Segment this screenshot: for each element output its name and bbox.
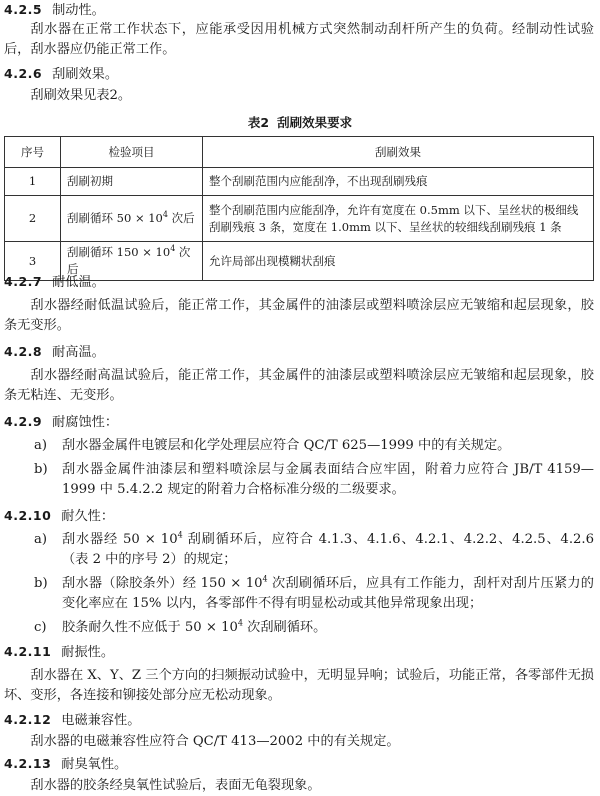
cell-effect: 整个刮刷范围内应能刮净，不出现刮刷残痕 [203, 168, 594, 196]
list-text-start: 刮水器（除胶条外）经 150 × 10 [62, 576, 263, 591]
cell-item: 刮刷初期 [61, 168, 203, 196]
list-label: c) [34, 620, 47, 635]
cell-item-text: 刮刷循环 150 × 10 [67, 245, 171, 259]
header-effect: 刮刷效果 [203, 137, 594, 168]
section-number: 4.2.10 [4, 508, 52, 523]
exponent: 4 [170, 244, 176, 254]
cell-item [61, 196, 203, 242]
section-heading-4-2-5 [4, 0, 105, 21]
list-label: a) [34, 438, 48, 453]
cell-item-text: 刮刷循环 50 × 10 [67, 211, 163, 225]
cell-no: 2 [5, 196, 61, 242]
exponent: 4 [262, 574, 268, 584]
section-title: 耐久性： [61, 509, 115, 524]
section-number: 4.2.13 [4, 756, 52, 771]
section-heading-4-2-7 [4, 272, 105, 293]
section-heading-4-2-8 [4, 342, 105, 363]
cell-item-suffix: 次后 [67, 245, 191, 276]
table-caption [0, 113, 600, 133]
section-title: 耐振性。 [61, 645, 115, 660]
list-item-b [4, 574, 594, 614]
list-text-end: 次刮刷循环后，应具有工作能力，刮杆对刮片压紧力的变化率应在 15% 以内，各零部件不得有明显松动或其他异常现象出现； [62, 576, 594, 611]
table-row [5, 196, 594, 242]
section-title: 制动性。 [52, 3, 105, 18]
section-title: 耐臭氧性。 [61, 757, 128, 772]
exponent: 4 [162, 210, 168, 220]
list-text-start: 刮水器经 50 × 10 [62, 532, 178, 547]
section-number: 4.2.9 [4, 414, 43, 429]
table-caption-title: 刮刷效果要求 [277, 115, 353, 130]
paragraph-vibration: 刮水器在 X、Y、Z 三个方向的扫频振动试验中，无明显异响；试验后，功能正常，各零部件无损坏、变形，各连接和铆接处部分应无松动现象。 [4, 668, 594, 703]
paragraph-ozone: 刮水器的胶条经臭氧性试验后，表面无龟裂现象。 [30, 778, 321, 793]
paragraph-high-temperature: 刮水器经耐高温试验后，能正常工作，其金属件的油漆层或塑料喷涂层应无皱缩和起层现象，胶条无粘连、无变形。 [4, 368, 594, 403]
paragraph-emc: 刮水器的电磁兼容性应符合 QC/T 413—2002 中的有关规定。 [30, 734, 400, 749]
section-number: 4.2.11 [4, 644, 52, 659]
section-heading-4-2-13 [4, 754, 127, 775]
cell-effect: 允许局部出现模糊状刮痕 [203, 242, 594, 281]
wiping-effect-table [4, 136, 594, 281]
list-text-end: 刮刷循环后，应符合 4.1.3、4.1.6、4.2.1、4.2.2、4.2.5、4.2.6（表 2 中的序号 2）的规定； [62, 532, 594, 567]
list-text: 刮水器金属件电镀层和化学处理层应符合 QC/T 625—1999 中的有关规定。 [62, 438, 511, 453]
list-item-a [4, 436, 594, 456]
header-item: 检验项目 [61, 137, 203, 168]
exponent: 4 [237, 618, 243, 628]
cell-no: 1 [5, 168, 61, 196]
list-text [62, 618, 594, 638]
section-heading-4-2-9 [4, 412, 118, 433]
cell-effect: 整个刮刷范围内应能刮净，允许有宽度在 0.5mm 以下、呈丝状的极细线刮刷残痕 3 条，宽度在 1.0mm 以下、呈丝状的较细线刮刷残痕 1 条 [203, 196, 594, 242]
table-caption-number: 表2 [247, 115, 270, 130]
section-title: 电磁兼容性。 [61, 713, 141, 728]
list-item-c [4, 618, 594, 638]
paragraph-wiping-effect: 刮刷效果见表2。 [30, 88, 132, 103]
cell-item-suffix: 次后 [167, 211, 195, 225]
section-heading-4-2-6 [4, 64, 118, 85]
paragraph-braking: 刮水器在正常工作状态下，应能承受因用机械方式突然制动刮杆所产生的负荷。经制动性试验后，刮水器应仍能正常工作。 [4, 22, 594, 57]
list-text [62, 530, 594, 570]
header-no: 序号 [5, 137, 61, 168]
exponent: 4 [177, 530, 183, 540]
section-title: 刮刷效果。 [52, 67, 119, 82]
section-title: 耐腐蚀性： [52, 415, 119, 430]
table-row [5, 168, 594, 196]
table-header-row [5, 137, 594, 168]
list-text-end: 次刮刷循环。 [242, 620, 327, 635]
section-title: 耐低温。 [52, 275, 105, 290]
section-heading-4-2-11 [4, 642, 114, 663]
section-number: 4.2.7 [4, 274, 43, 289]
list-text [62, 574, 594, 614]
list-label: b) [34, 576, 48, 591]
section-number: 4.2.8 [4, 344, 43, 359]
list-text-start: 胶条耐久性不应低于 50 × 10 [62, 620, 238, 635]
list-item-b [4, 460, 594, 500]
list-label: a) [34, 532, 48, 547]
list-text: 刮水器金属件油漆层和塑料喷涂层与金属表面结合应牢固，附着力应符合 JB/T 4159—1999 中 5.4.2.2 规定的附着力合格标准分级的二级要求。 [62, 462, 594, 497]
section-number: 4.2.5 [4, 2, 43, 17]
list-label: b) [34, 462, 48, 477]
section-heading-4-2-12 [4, 710, 140, 731]
section-heading-4-2-10 [4, 506, 114, 527]
section-number: 4.2.12 [4, 712, 52, 727]
cell-no: 3 [5, 242, 61, 281]
list-item-a [4, 530, 594, 570]
paragraph-low-temperature: 刮水器经耐低温试验后，能正常工作，其金属件的油漆层或塑料喷涂层应无皱缩和起层现象，胶条无变形。 [4, 298, 594, 333]
section-title: 耐高温。 [52, 345, 105, 360]
section-number: 4.2.6 [4, 66, 43, 81]
